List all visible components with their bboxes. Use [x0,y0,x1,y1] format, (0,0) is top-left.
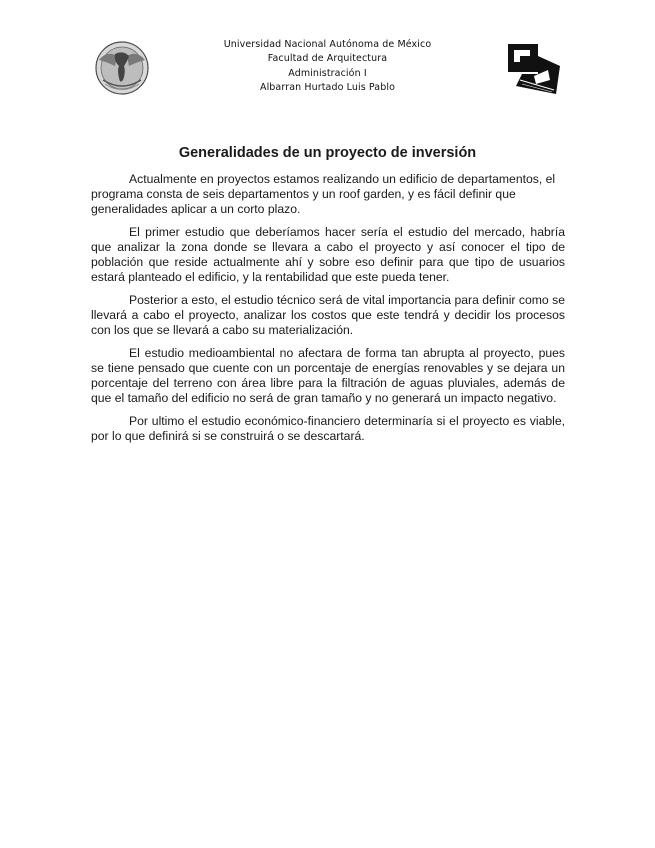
paragraph-1: Actualmente en proyectos estamos realizando un edificio de departamentos, el programa consta de seis departamentos y un roof garden, y es fácil definir que generalidades aplicar a un corto plazo. [91,172,556,216]
document-body [91,172,565,452]
paragraph-3: Posterior a esto, el estudio técnico será de vital importancia para definir como se llevará a cabo el proyecto, analizar los costos que este tendrá y decidir los procesos con los que se llevará a cabo su materialización. [91,293,565,337]
paragraph-2: El primer estudio que deberíamos hacer sería el estudio del mercado, habría que analizar la zona donde se llevara a cabo el proyecto y así conocer el tipo de población que reside actualmente ahí y sobre eso definir para que tipo de usuarios estará planteado el edificio, y la rentabilidad que este pueda tener. [91,225,565,284]
header-faculty: Facultad de Arquitectura [267,53,388,65]
header-course: Administración I [288,67,367,79]
unam-seal-icon [93,40,151,96]
arquitectura-logo-icon [504,40,564,96]
header-author: Albarran Hurtado Luis Pablo [259,82,396,94]
header-text-block [160,38,495,96]
paragraph-5: Por ultimo el estudio económico-financiero determinaría si el proyecto es viable, por lo que definirá si se construirá o se descartará. [91,414,565,443]
document-title: Generalidades de un proyecto de inversión [178,145,477,161]
paragraph-4: El estudio medioambiental no afectara de forma tan abrupta al proyecto, pues se tiene pensado que cuente con un porcentaje de energías renovables y se dejara un porcentaje del terreno con área libre para la filtración de aguas pluviales, además de que el tamaño del edificio no será de gran tamaño y no generará un impacto negativo. [91,346,565,405]
header-university: Universidad Nacional Autónoma de México [223,39,432,50]
document-header [0,38,655,108]
